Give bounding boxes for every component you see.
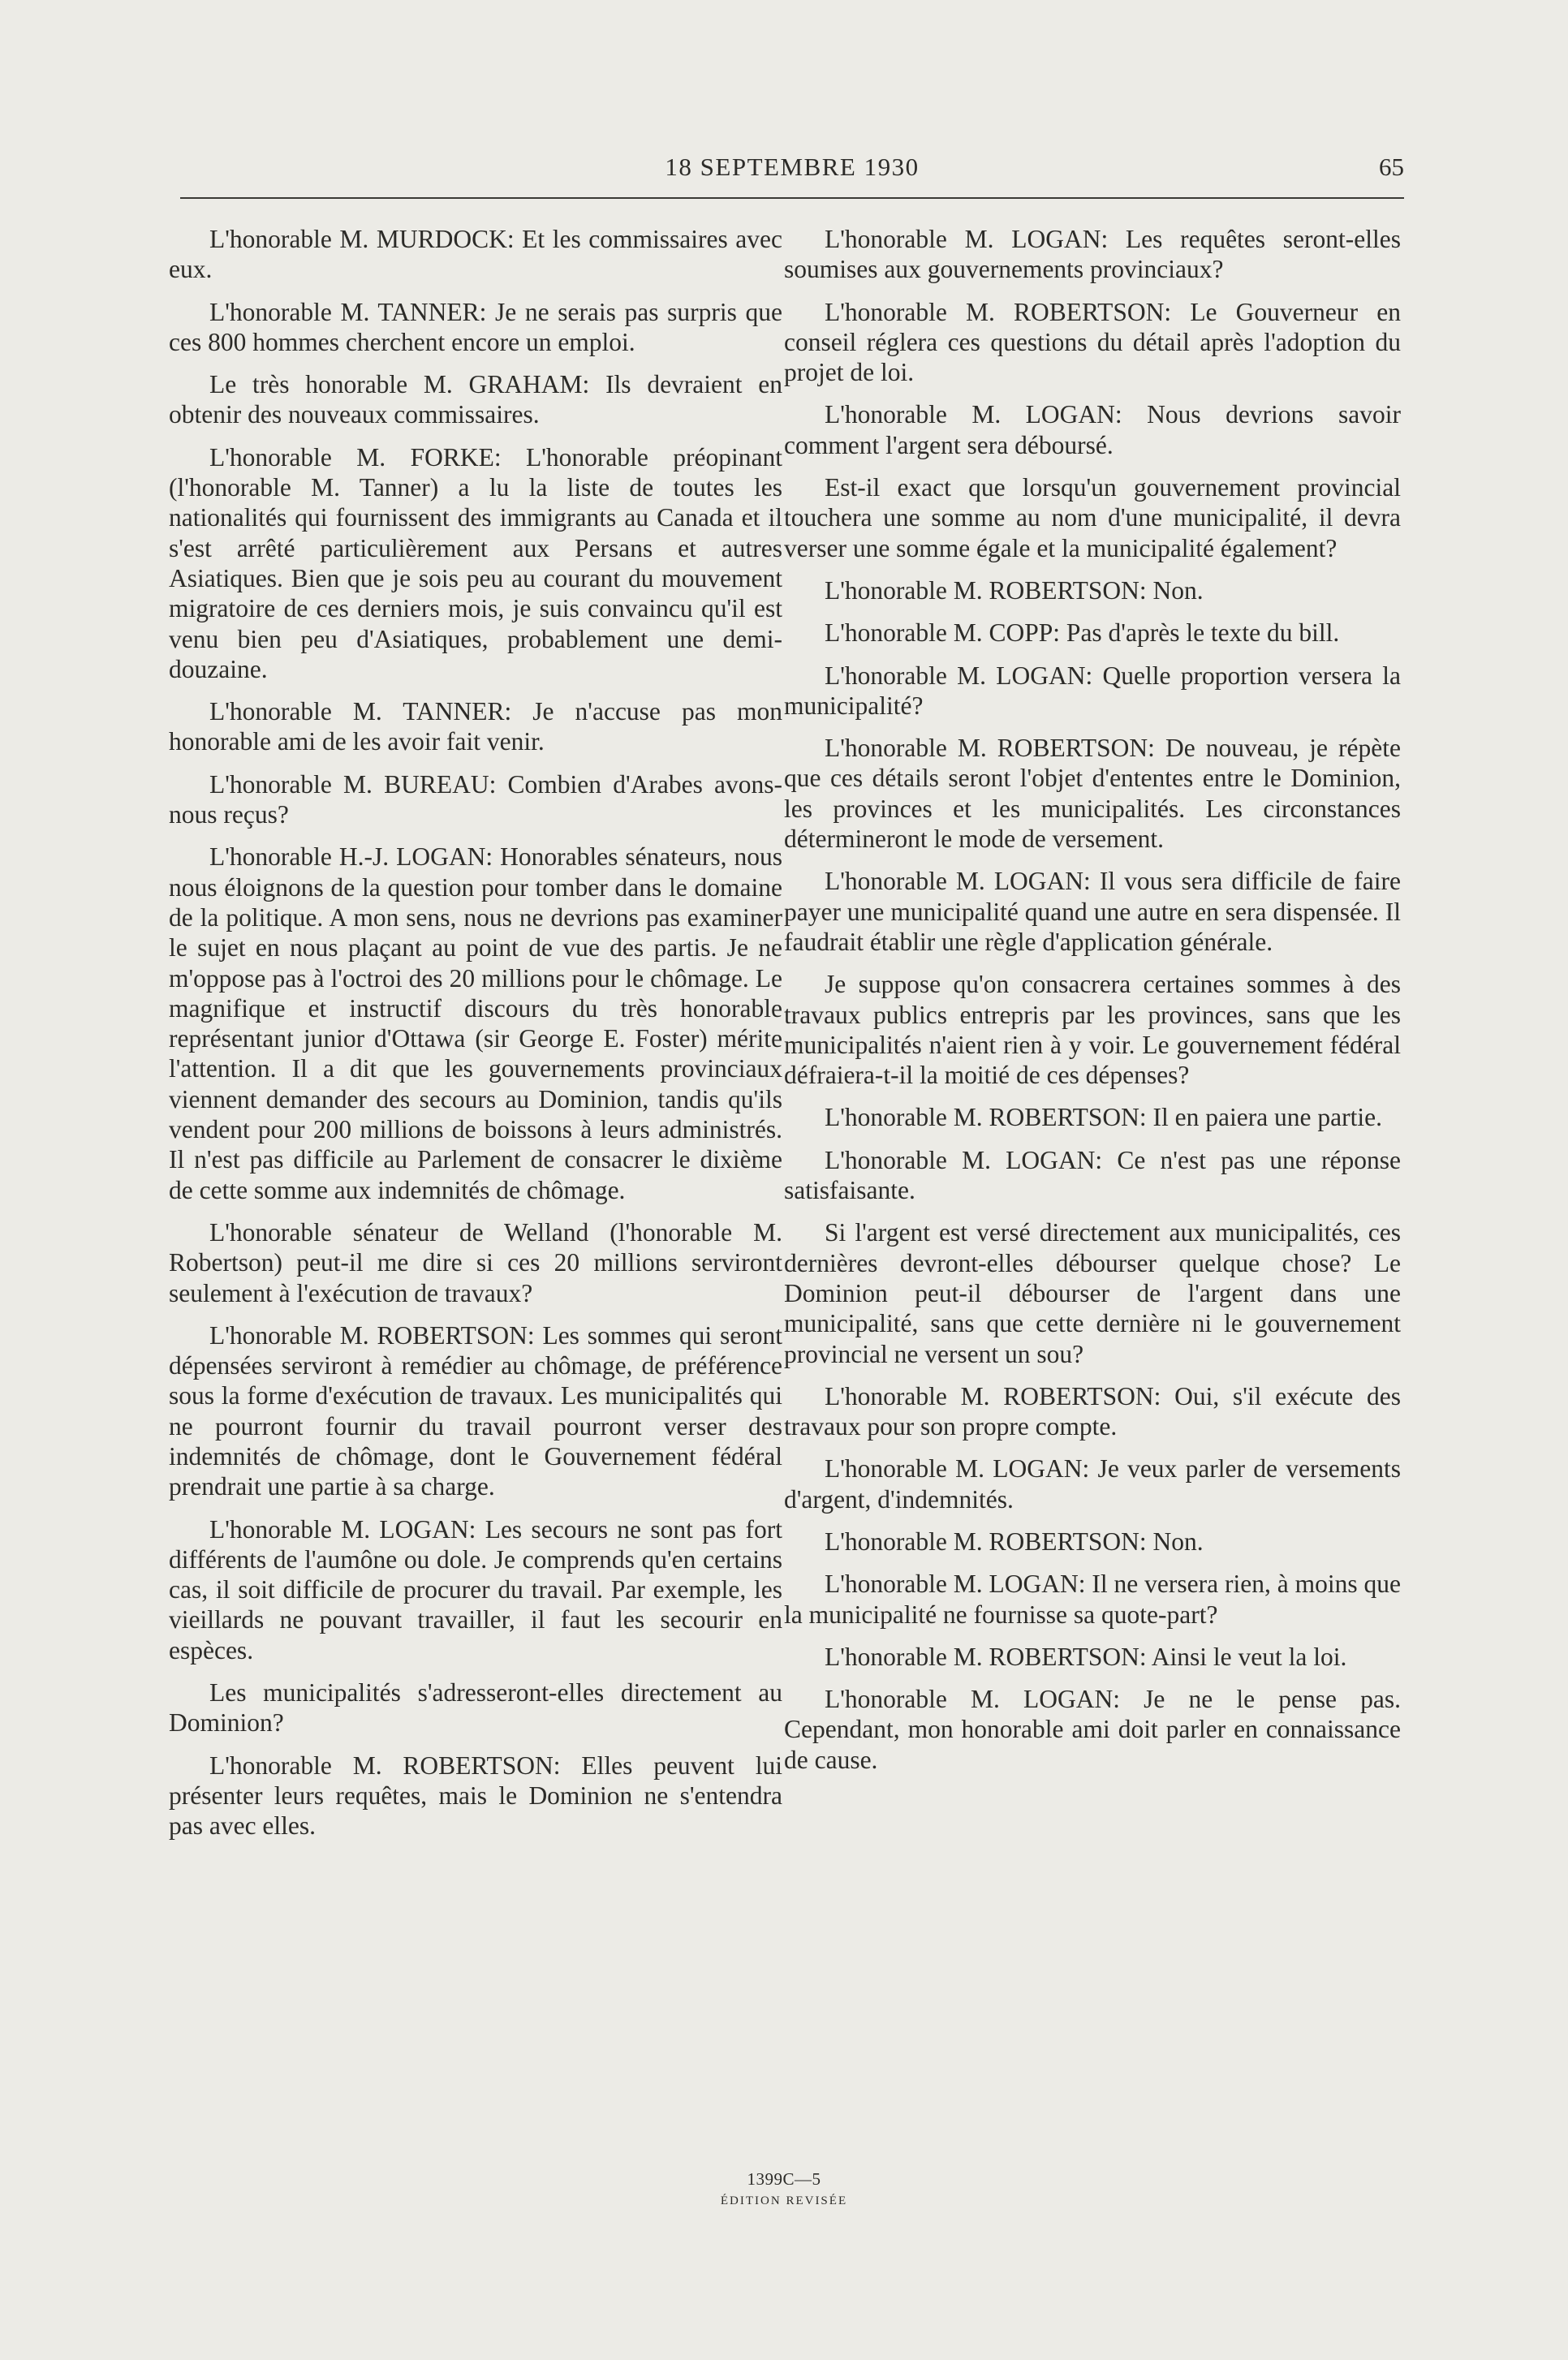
right-column xyxy=(784,224,1401,1787)
paragraph: L'honorable M. LOGAN: Je veux parler de versements d'argent, d'indemnités. xyxy=(784,1454,1401,1514)
paragraph: L'honorable M. ROBERTSON: Le Gouverneur en conseil réglera ces questions du détail après l'adoption du projet de loi. xyxy=(784,297,1401,387)
left-column xyxy=(169,224,782,1854)
paragraph: Est-il exact que lorsqu'un gouvernement provincial touchera une somme au nom d'une municipalité, il devra verser une somme égale et la municipalité également? xyxy=(784,473,1401,562)
print-code: 1399C—5 xyxy=(747,2169,821,2189)
page-number: 65 xyxy=(1379,153,1404,181)
paragraph: L'honorable M. LOGAN: Les requêtes seront-elles soumises aux gouvernements provinciaux? xyxy=(784,225,1401,284)
paragraph: Je suppose qu'on consacrera certaines sommes à des travaux publics entrepris par les provinces, sans que les municipalités n'aient rien à y voir. Le gouvernement fédéral défraiera-t-il la moitié de ces dépenses? xyxy=(784,970,1401,1090)
paragraph: L'honorable sénateur de Welland (l'honorable M. Robertson) peut-il me dire si ces 20 millions serviront seulement à l'exécution de travaux? xyxy=(169,1217,782,1307)
page-header xyxy=(180,148,1404,188)
paragraph: L'honorable M. LOGAN: Ce n'est pas une réponse satisfaisante. xyxy=(784,1145,1401,1205)
paragraph: L'honorable M. LOGAN: Quelle proportion versera la municipalité? xyxy=(784,661,1401,720)
paragraph: Le très honorable M. GRAHAM: Ils devraient en obtenir des nouveaux commissaires. xyxy=(169,370,782,429)
paragraph: L'honorable M. LOGAN: Je ne le pense pas. Cependant, mon honorable ami doit parler en connaissance de cause. xyxy=(784,1685,1401,1774)
paragraph: L'honorable H.-J. LOGAN: Honorables sénateurs, nous nous éloignons de la question pour tomber dans le domaine de la politique. A mon sens, nous ne devrions pas examiner le sujet en nous plaçant au point de vue des partis. Je ne m'oppose pas à l'octroi des 20 millions pour le chômage. Le magnifique et instructif discours du très honorable représentant junior d'Ottawa (sir George E. Foster) mérite l'attention. Il a dit que les gouvernements provinciaux viennent demander des secours au Dominion, tandis qu'ils vendent pour 200 millions de boissons à leurs administrés. Il n'est pas difficile au Parlement de consacrer le dixième de cette somme aux indemnités de chômage. xyxy=(169,842,782,1204)
paragraph: L'honorable M. TANNER: Je ne serais pas surpris que ces 800 hommes cherchent encore un emploi. xyxy=(169,297,782,356)
paragraph: Les municipalités s'adresseront-elles directement au Dominion? xyxy=(169,1678,782,1738)
edition-label: ÉDITION REVISÉE xyxy=(720,2194,848,2207)
paragraph: L'honorable M. FORKE: L'honorable préopinant (l'honorable M. Tanner) a lu la liste de toutes les nationalités qui fournissent des immigrants au Canada et il s'est arrêté particulièrement aux Persans et autres Asiatiques. Bien que je sois peu au courant du mouvement migratoire de ces derniers mois, je suis convaincu qu'il est venu bien peu d'Asiatiques, probablement une demi-douzaine. xyxy=(169,442,782,683)
paragraph: Si l'argent est versé directement aux municipalités, ces dernières devront-elles débourser quelque chose? Le Dominion peut-il débourser de l'argent dans une municipalité, sans que cette dernière ni le gouvernement provincial ne versent un sou? xyxy=(784,1218,1401,1368)
header-rule xyxy=(180,197,1404,199)
paragraph: L'honorable M. LOGAN: Il ne versera rien, à moins que la municipalité ne fournisse sa quote-part? xyxy=(784,1570,1401,1629)
paragraph: L'honorable M. ROBERTSON: Non. xyxy=(825,1527,1204,1556)
paragraph: L'honorable M. LOGAN: Nous devrions savoir comment l'argent sera déboursé. xyxy=(784,400,1401,459)
paragraph: L'honorable M. LOGAN: Les secours ne sont pas fort différents de l'aumône ou dole. Je comprends qu'en certains cas, il soit difficile de procurer du travail. Par exemple, les vieillards ne pouvant travailler, il faut les secourir en espèces. xyxy=(169,1514,782,1664)
paragraph: L'honorable M. ROBERTSON: Non. xyxy=(825,575,1204,605)
paragraph: L'honorable M. COPP: Pas d'après le texte du bill. xyxy=(825,618,1340,648)
paragraph: L'honorable M. ROBERTSON: Il en paiera une partie. xyxy=(825,1103,1382,1132)
paragraph: L'honorable M. BUREAU: Combien d'Arabes avons-nous reçus? xyxy=(169,769,782,829)
paragraph: L'honorable M. LOGAN: Il vous sera difficile de faire payer une municipalité quand une autre en sera dispensée. Il faudrait établir une règle d'application générale. xyxy=(784,867,1401,956)
paragraph: L'honorable M. MURDOCK: Et les commissaires avec eux. xyxy=(169,225,782,284)
paragraph: L'honorable M. ROBERTSON: Oui, s'il exécute des travaux pour son propre compte. xyxy=(784,1381,1401,1441)
header-date: 18 SEPTEMBRE 1930 xyxy=(665,153,920,181)
page-footer xyxy=(0,2169,1568,2208)
paragraph: L'honorable M. ROBERTSON: Ainsi le veut la loi. xyxy=(825,1642,1347,1671)
paragraph: L'honorable M. TANNER: Je n'accuse pas mon honorable ami de les avoir fait venir. xyxy=(169,697,782,756)
paragraph: L'honorable M. ROBERTSON: Elles peuvent lui présenter leurs requêtes, mais le Dominion ne s'entendra pas avec elles. xyxy=(169,1751,782,1841)
paragraph: L'honorable M. ROBERTSON: De nouveau, je répète que ces détails seront l'objet d'ententes entre le Dominion, les provinces et les municipalités. Les circonstances détermineront le mode de versement. xyxy=(784,734,1401,854)
paragraph: L'honorable M. ROBERTSON: Les sommes qui seront dépensées serviront à remédier au chômage, de préférence sous la forme d'exécution de travaux. Les municipalités qui ne pourront fournir du travail pourront verser des indemnités de chômage, dont le Gouvernement fédéral prendrait une partie à sa charge. xyxy=(169,1320,782,1501)
